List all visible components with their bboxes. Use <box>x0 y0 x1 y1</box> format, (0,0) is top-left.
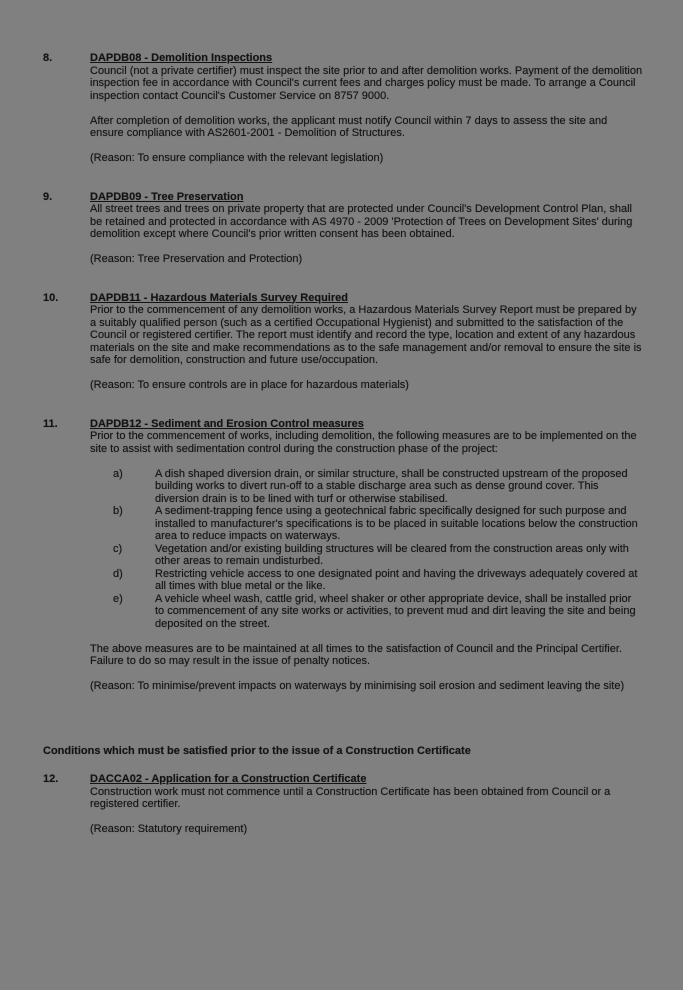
condition-body <box>90 418 643 693</box>
condition-reason: (Reason: To ensure compliance with the relevant legislation) <box>90 152 384 164</box>
subitem-text: Vegetation and/or existing building structures will be cleared from the construction areas only with other areas to remain undisturbed. <box>155 542 629 567</box>
condition-dapdb08 <box>43 52 643 165</box>
condition-paragraph: Construction work must not commence until a Construction Certificate has been obtained from Council or a registered certifier. <box>90 785 611 810</box>
condition-title: DACCA02 - Application for a Construction Certificate <box>90 773 367 785</box>
subitem-letter: d) <box>113 567 123 580</box>
subitem-a <box>113 468 643 506</box>
condition-reason: (Reason: Tree Preservation and Protection) <box>90 253 303 265</box>
condition-subitem-list <box>90 468 643 631</box>
subitem-letter: a) <box>113 467 123 480</box>
condition-dapdb11 <box>43 292 643 392</box>
condition-paragraph: Prior to the commencement of works, including demolition, the following measures are to be implemented on the site to assist with sedimentation control during the construction phase of the project: <box>90 430 637 455</box>
condition-number: 9. <box>43 190 53 203</box>
condition-title: DAPDB08 - Demolition Inspections <box>90 52 273 64</box>
subitem-text: Restricting vehicle access to one designated point and having the driveways adequately covered at all times with blue metal or the like. <box>155 567 638 592</box>
condition-body <box>90 52 643 165</box>
subitem-letter: b) <box>113 505 123 517</box>
subitem-c <box>113 543 643 568</box>
condition-reason: (Reason: To ensure controls are in place for hazardous materials) <box>90 379 409 391</box>
condition-body <box>90 292 643 392</box>
condition-paragraph: After completion of demolition works, the applicant must notify Council within 7 days to assess the site and ensure compliance with AS2601-2001 - Demolition of Structures. <box>90 114 608 139</box>
condition-dapdb12 <box>43 418 643 693</box>
condition-dapdb09 <box>43 191 643 266</box>
condition-paragraph: Council (not a private certifier) must inspect the site prior to and after demolition works. Payment of the demolition inspection fee in accordance with Council's current fees and charges policy must be made. To arrange a Council inspection contact Council's Customer Service on 8757 9000. <box>90 64 643 102</box>
construction-certificate-section-heading: Conditions which must be satisfied prior to the issue of a Construction Certificate <box>43 744 471 757</box>
condition-body <box>90 191 643 266</box>
condition-number: 10. <box>43 291 59 304</box>
subitem-text: A vehicle wheel wash, cattle grid, wheel shaker or other appropriate device, shall be installed prior to commencement of any site works or activities, to prevent mud and dirt leaving the site and being deposited on the street. <box>155 592 636 630</box>
subitem-e <box>113 593 643 631</box>
condition-reason: (Reason: Statutory requirement) <box>90 823 248 835</box>
condition-paragraph: Prior to the commencement of any demolition works, a Hazardous Materials Survey Report must be prepared by a suitably qualified person (such as a certified Occupational Hygienist) and submitted to the satisfaction of the Council or registered certifier. The report must identify and record the type, location and extent of any hazardous materials on the site and make recommendations as to the safe management and/or removal to ensure the site is safe for demolition, construction and future use/occupation. <box>90 304 642 366</box>
condition-reason: (Reason: To minimise/prevent impacts on waterways by minimising soil erosion and sediment leaving the site) <box>90 680 625 692</box>
subitem-text: A dish shaped diversion drain, or similar structure, shall be constructed upstream of the proposed building works to divert run-off to a stable discharge area such as dense ground cover. This diversion drain is to be lined with turf or otherwise stabilised. <box>155 467 628 505</box>
subitem-d <box>113 568 643 593</box>
subitem-b <box>113 505 643 543</box>
condition-number: 8. <box>43 52 53 64</box>
condition-title: DAPDB11 - Hazardous Materials Survey Required <box>90 291 348 304</box>
condition-number: 11. <box>43 417 58 430</box>
condition-dacca02 <box>43 773 643 836</box>
condition-closing-paragraph: The above measures are to be maintained at all times to the satisfaction of Council and the Principal Certifier. Failure to do so may result in the issue of penalty notices. <box>90 642 622 667</box>
condition-paragraph: All street trees and trees on private property that are protected under Council's Development Control Plan, shall be retained and protected in accordance with AS 4970 - 2009 'Protection of Trees on Development Sites' during demolition except where Council's prior written consent has been obtained. <box>90 203 633 240</box>
condition-title: DAPDB09 - Tree Preservation <box>90 190 244 203</box>
condition-title: DAPDB12 - Sediment and Erosion Control measures <box>90 417 364 430</box>
condition-body <box>90 773 643 836</box>
subitem-letter: c) <box>113 542 123 555</box>
subitem-letter: e) <box>113 592 123 605</box>
subitem-text: A sediment-trapping fence using a geotechnical fabric specifically designed for such purpose and installed to manufacturer's specifications is to be placed in suitable locations below the construction area to reduce impacts on waterways. <box>155 505 638 542</box>
condition-number: 12. <box>43 773 59 785</box>
